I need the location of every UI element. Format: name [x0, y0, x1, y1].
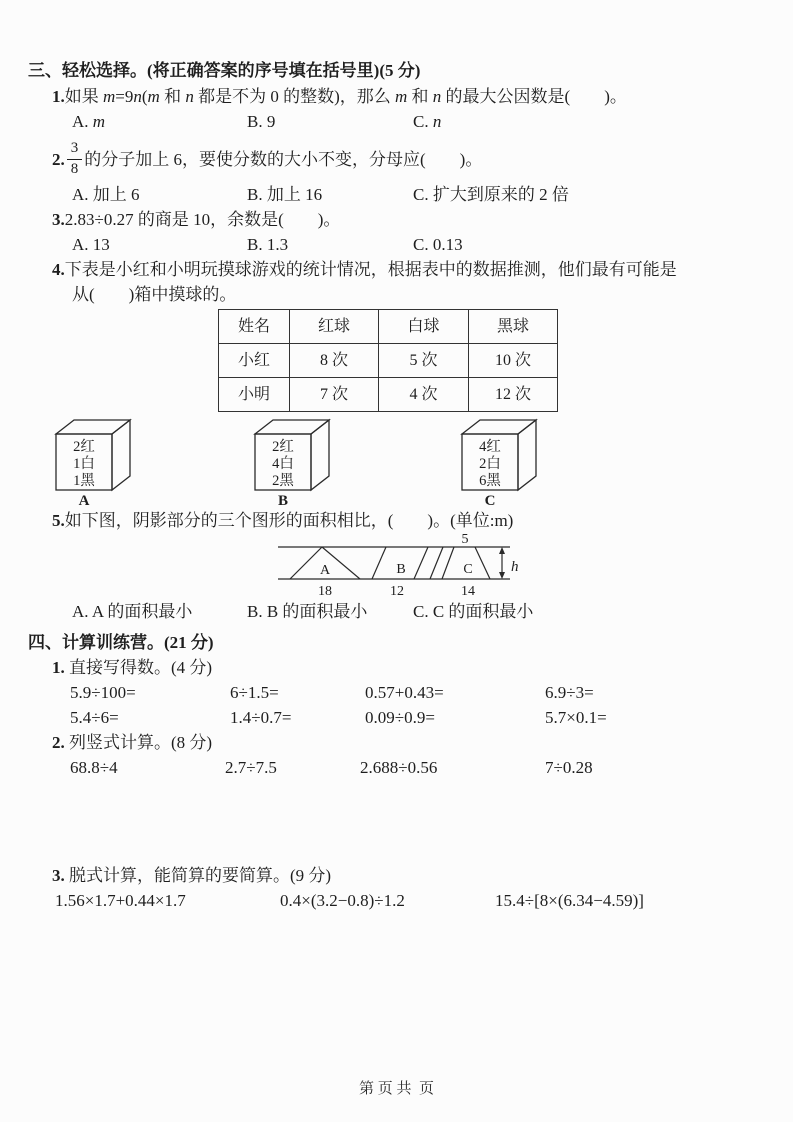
option-c: [413, 109, 765, 134]
option-b: B. B 的面积最小: [247, 602, 368, 621]
cell-name: 小红: [219, 344, 290, 378]
math-expression: 7÷0.28: [545, 758, 593, 777]
box-a-label: A: [78, 493, 90, 508]
question-1: [28, 84, 765, 109]
math-expression: 5.7×0.1=: [545, 708, 607, 727]
option-c: C. C 的面积最小: [413, 602, 534, 621]
question-4-line2: 从( )箱中摸球的。: [72, 285, 237, 304]
ball-stats-table: [218, 309, 558, 412]
box-b-line3: 2黑: [272, 473, 294, 489]
cell-red: 7 次: [290, 378, 379, 412]
part3-number: 3.: [52, 866, 65, 885]
var-n: n: [133, 87, 142, 106]
header-black-ball: 黑球: [469, 310, 558, 344]
box-a-line1: 2红: [73, 439, 95, 455]
part3-title: [28, 863, 765, 888]
cell-name: 小明: [219, 378, 290, 412]
mental-math-row-2: [28, 705, 765, 730]
math-expression: 2.7÷7.5: [225, 758, 277, 777]
box-b-label: B: [277, 493, 289, 508]
option-c: C. 扩大到原来的 2 倍: [413, 185, 569, 204]
option-a-label: A.: [72, 112, 93, 131]
box-a-line3: 1黑: [73, 473, 95, 489]
option-a: A. 13: [72, 235, 110, 254]
math-expression: 68.8÷4: [70, 758, 118, 777]
figure-label-b: B: [396, 562, 406, 577]
option-a: A. 加上 6: [72, 185, 140, 204]
figure-height-h: h: [511, 559, 519, 575]
option-b: B. 加上 16: [247, 185, 323, 204]
question-2-text: 的分子加上 6，要使分数的大小不变，分母应( )。: [84, 149, 483, 169]
cell-black: 12 次: [469, 378, 558, 412]
box-c-cube: [460, 416, 540, 508]
part2-number: 2.: [52, 733, 65, 752]
question-1-text-part: 的最大公因数是( )。: [441, 87, 627, 106]
question-3-number: 3.: [52, 210, 65, 229]
header-name: 姓名: [219, 310, 290, 344]
mental-math-row-1: [28, 680, 765, 705]
question-5-text: 如下图，阴影部分的三个图形的面积相比，( )。(单位:m): [64, 511, 514, 530]
math-expression: 1.4÷0.7=: [230, 708, 292, 727]
option-c-label: C.: [413, 112, 433, 131]
box-c-line3: 6黑: [479, 473, 501, 489]
question-1-text-part: 都是不为 0 的整数)，那么: [193, 87, 395, 106]
cell-white: 5 次: [379, 344, 469, 378]
cell-white: 4 次: [379, 378, 469, 412]
column-calc-row: [28, 755, 765, 780]
figure-base-12: 12: [390, 584, 404, 599]
part3-title-text: 脱式计算，能简算的要简算。(9 分): [69, 866, 332, 885]
option-b: B. 9: [247, 112, 276, 131]
question-4-number: 4.: [52, 260, 65, 279]
page-footer: 第 页 共 页: [358, 1081, 434, 1097]
question-2-number: 2.: [52, 149, 65, 169]
question-5-number: 5.: [52, 511, 65, 530]
box-c-line1: 4红: [479, 439, 501, 455]
math-expression: 15.4÷[8×(6.34−4.59)]: [495, 891, 644, 910]
part1-title-text: 直接写得数。(4 分): [69, 658, 213, 677]
question-4-line1: 下表是小红和小明玩摸球游戏的统计情况，根据表中的数据推测，他们最有可能是: [64, 260, 677, 279]
question-1-number: 1.: [52, 87, 65, 106]
option-c: C. 0.13: [413, 235, 463, 254]
cell-black: 10 次: [469, 344, 558, 378]
box-c-line2: 2白: [479, 456, 501, 472]
box-b-cube: [253, 416, 333, 508]
fraction-denominator: 8: [70, 160, 79, 177]
part2-title-text: 列竖式计算。(8 分): [69, 733, 213, 752]
var-n: n: [185, 87, 194, 106]
part1-title: [28, 655, 765, 680]
box-a-cube: [54, 416, 134, 508]
math-expression: 6÷1.5=: [230, 683, 279, 702]
figure-base-18: 18: [318, 584, 332, 599]
question-1-text-part: 和: [159, 87, 186, 106]
question-3-options: [28, 232, 765, 257]
math-expression: 0.09÷0.9=: [365, 708, 435, 727]
question-5-figure: [278, 533, 765, 599]
step-calc-row: [28, 888, 765, 913]
section3-heading: 三、轻松选择。(将正确答案的序号填在括号里)(5 分): [28, 61, 421, 80]
question-3: [28, 207, 765, 232]
figure-label-c: C: [463, 562, 473, 577]
figure-label-a: A: [319, 563, 331, 578]
var-m: m: [147, 87, 160, 106]
option-a: [72, 109, 247, 134]
option-b: B. 1.3: [247, 235, 289, 254]
question-1-text-part: =9: [115, 87, 134, 106]
part1-number: 1.: [52, 658, 65, 677]
table-row: [219, 344, 558, 378]
math-expression: 5.4÷6=: [70, 708, 119, 727]
question-2-options: [28, 182, 765, 207]
figure-top-5-label: 5: [461, 533, 469, 547]
question-1-options: [28, 109, 765, 134]
math-expression: 1.56×1.7+0.44×1.7: [55, 891, 186, 910]
var-m: m: [395, 87, 408, 106]
part2-title: [28, 730, 765, 755]
question-5-options: [28, 599, 765, 624]
math-expression: 5.9÷100=: [70, 683, 136, 702]
var-n: n: [432, 87, 442, 106]
math-expression: 0.4×(3.2−0.8)÷1.2: [280, 891, 405, 910]
fraction-3-8: [67, 140, 83, 178]
shaded-shapes-figure: [278, 533, 538, 599]
question-2: [28, 136, 765, 182]
math-expression: 2.688÷0.56: [360, 758, 438, 777]
question-1-text-part: 如果: [64, 87, 103, 106]
var-m: m: [92, 112, 106, 131]
figure-base-14: 14: [461, 584, 475, 599]
question-1-text-part: (: [141, 87, 148, 106]
table-header-row: [219, 310, 558, 344]
ball-boxes-row: [28, 416, 765, 508]
var-m: m: [103, 87, 116, 106]
question-3-text: 2.83÷0.27 的商是 10，余数是( )。: [64, 210, 341, 229]
question-5: [28, 508, 765, 533]
box-b-line2: 4白: [272, 456, 294, 472]
cell-red: 8 次: [290, 344, 379, 378]
var-n: n: [432, 112, 442, 131]
section4-heading: 四、计算训练营。(21 分): [28, 633, 214, 652]
fraction-numerator: 3: [67, 140, 83, 159]
box-c-label: C: [484, 493, 496, 508]
option-a: A. A 的面积最小: [72, 602, 193, 621]
box-a-line2: 1白: [73, 456, 95, 472]
header-red-ball: 红球: [290, 310, 379, 344]
box-b-line1: 2红: [272, 439, 294, 455]
header-white-ball: 白球: [379, 310, 469, 344]
math-expression: 0.57+0.43=: [365, 683, 444, 702]
question-1-text-part: 和: [407, 87, 433, 106]
question-4: [28, 257, 765, 282]
table-row: [219, 378, 558, 412]
math-expression: 6.9÷3=: [545, 683, 594, 702]
